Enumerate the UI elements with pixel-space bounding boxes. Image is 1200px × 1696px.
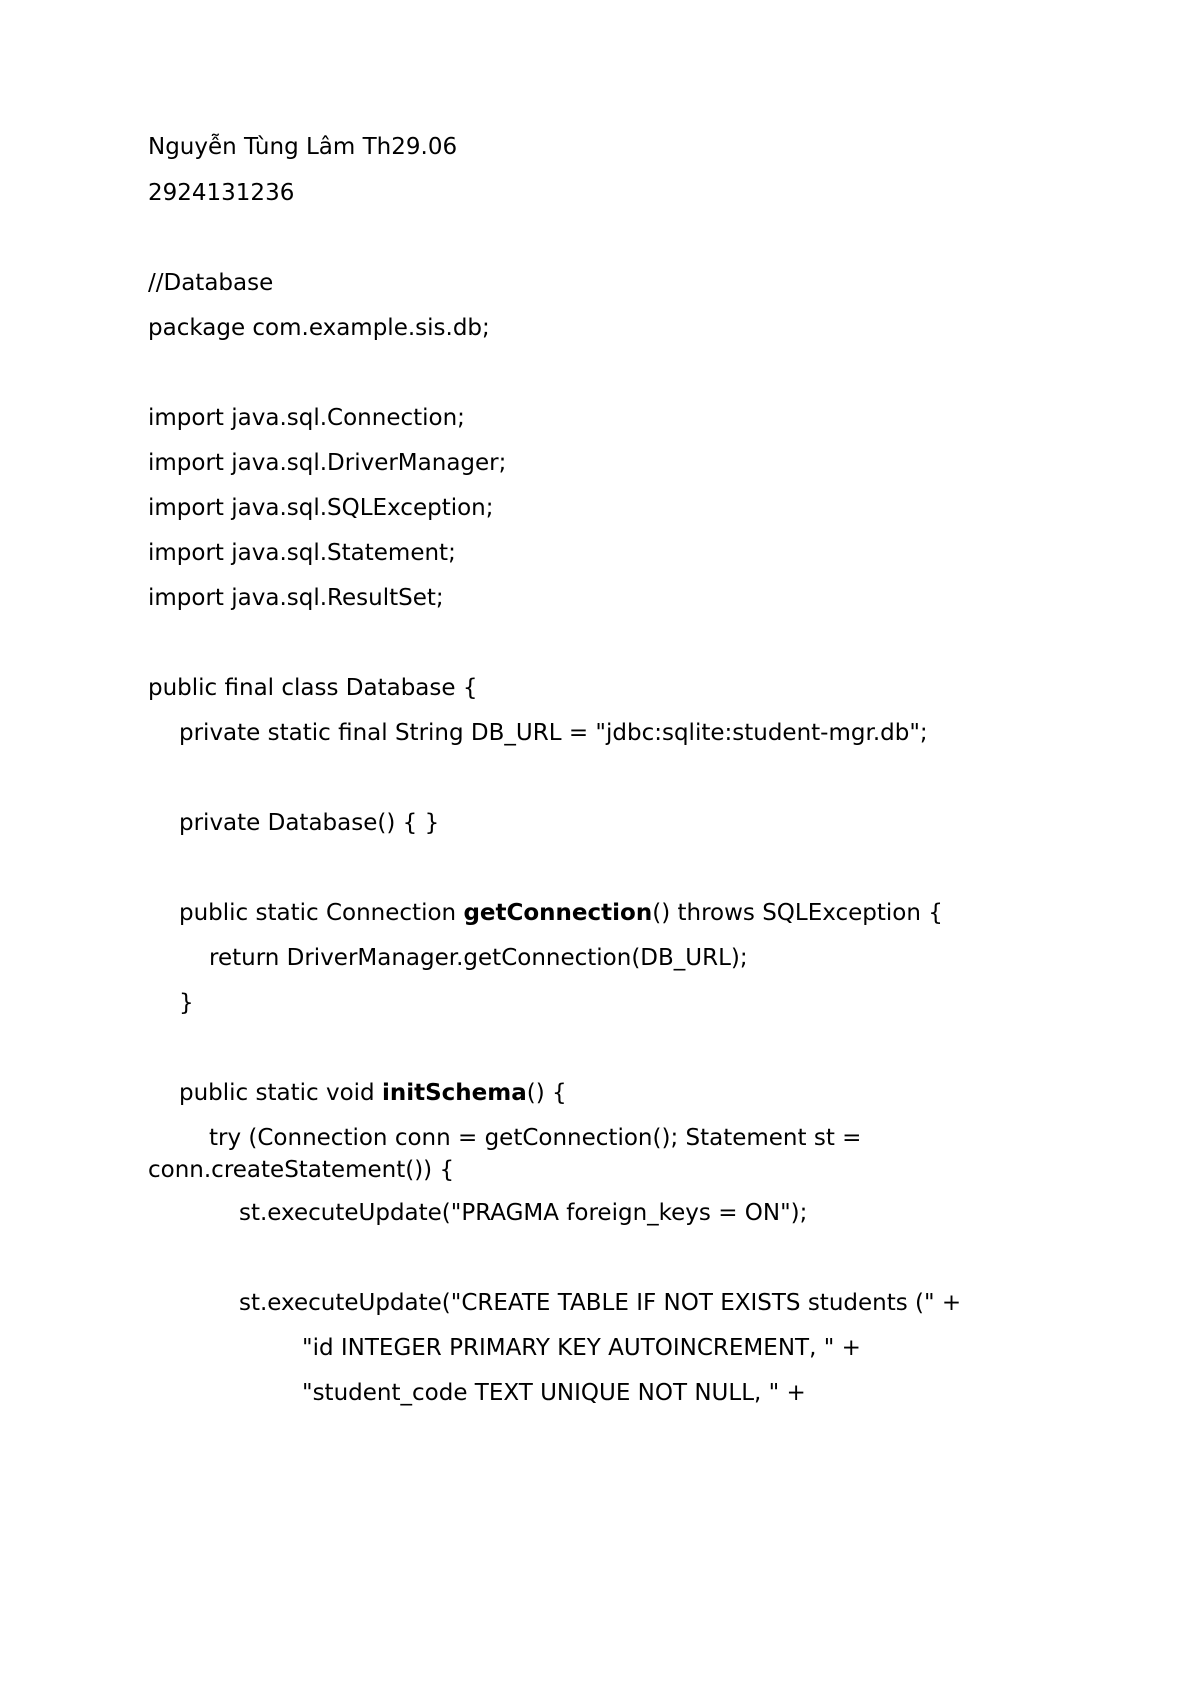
private-constructor: private Database() { }	[179, 810, 440, 836]
import-line: import java.sql.Connection;	[148, 405, 465, 431]
get-connection-signature	[179, 899, 943, 927]
init-schema-signature	[179, 1079, 567, 1107]
column-definition: "student_code TEXT UNIQUE NOT NULL, " +	[302, 1380, 806, 1406]
method-suffix: () {	[526, 1080, 567, 1106]
class-declaration: public final class Database {	[148, 675, 478, 701]
author-line: Nguyễn Tùng Lâm Th29.06	[148, 134, 458, 160]
method-name: initSchema	[381, 1080, 527, 1106]
db-url-field: private static final String DB_URL = "jdbc:sqlite:student-mgr.db";	[179, 720, 928, 746]
closing-brace: }	[179, 990, 194, 1016]
get-connection-body: return DriverManager.getConnection(DB_URL);	[209, 945, 748, 971]
code-comment: //Database	[148, 270, 274, 296]
try-statement-line-2: conn.createStatement()) {	[148, 1157, 455, 1183]
import-line: import java.sql.DriverManager;	[148, 450, 507, 476]
column-definition: "id INTEGER PRIMARY KEY AUTOINCREMENT, " +	[302, 1335, 861, 1361]
import-line: import java.sql.SQLException;	[148, 495, 494, 521]
try-statement-line-1: try (Connection conn = getConnection(); Statement st =	[209, 1125, 862, 1151]
package-declaration: package com.example.sis.db;	[148, 315, 490, 341]
student-id: 2924131236	[148, 180, 295, 206]
import-line: import java.sql.Statement;	[148, 540, 456, 566]
method-modifiers: public static Connection	[179, 900, 464, 926]
method-suffix: () throws SQLException {	[652, 900, 943, 926]
method-name: getConnection	[463, 900, 653, 926]
method-modifiers: public static void	[179, 1080, 382, 1106]
create-table-statement: st.executeUpdate("CREATE TABLE IF NOT EXISTS students (" +	[239, 1290, 962, 1316]
import-line: import java.sql.ResultSet;	[148, 585, 444, 611]
pragma-statement: st.executeUpdate("PRAGMA foreign_keys = ON");	[239, 1200, 808, 1226]
